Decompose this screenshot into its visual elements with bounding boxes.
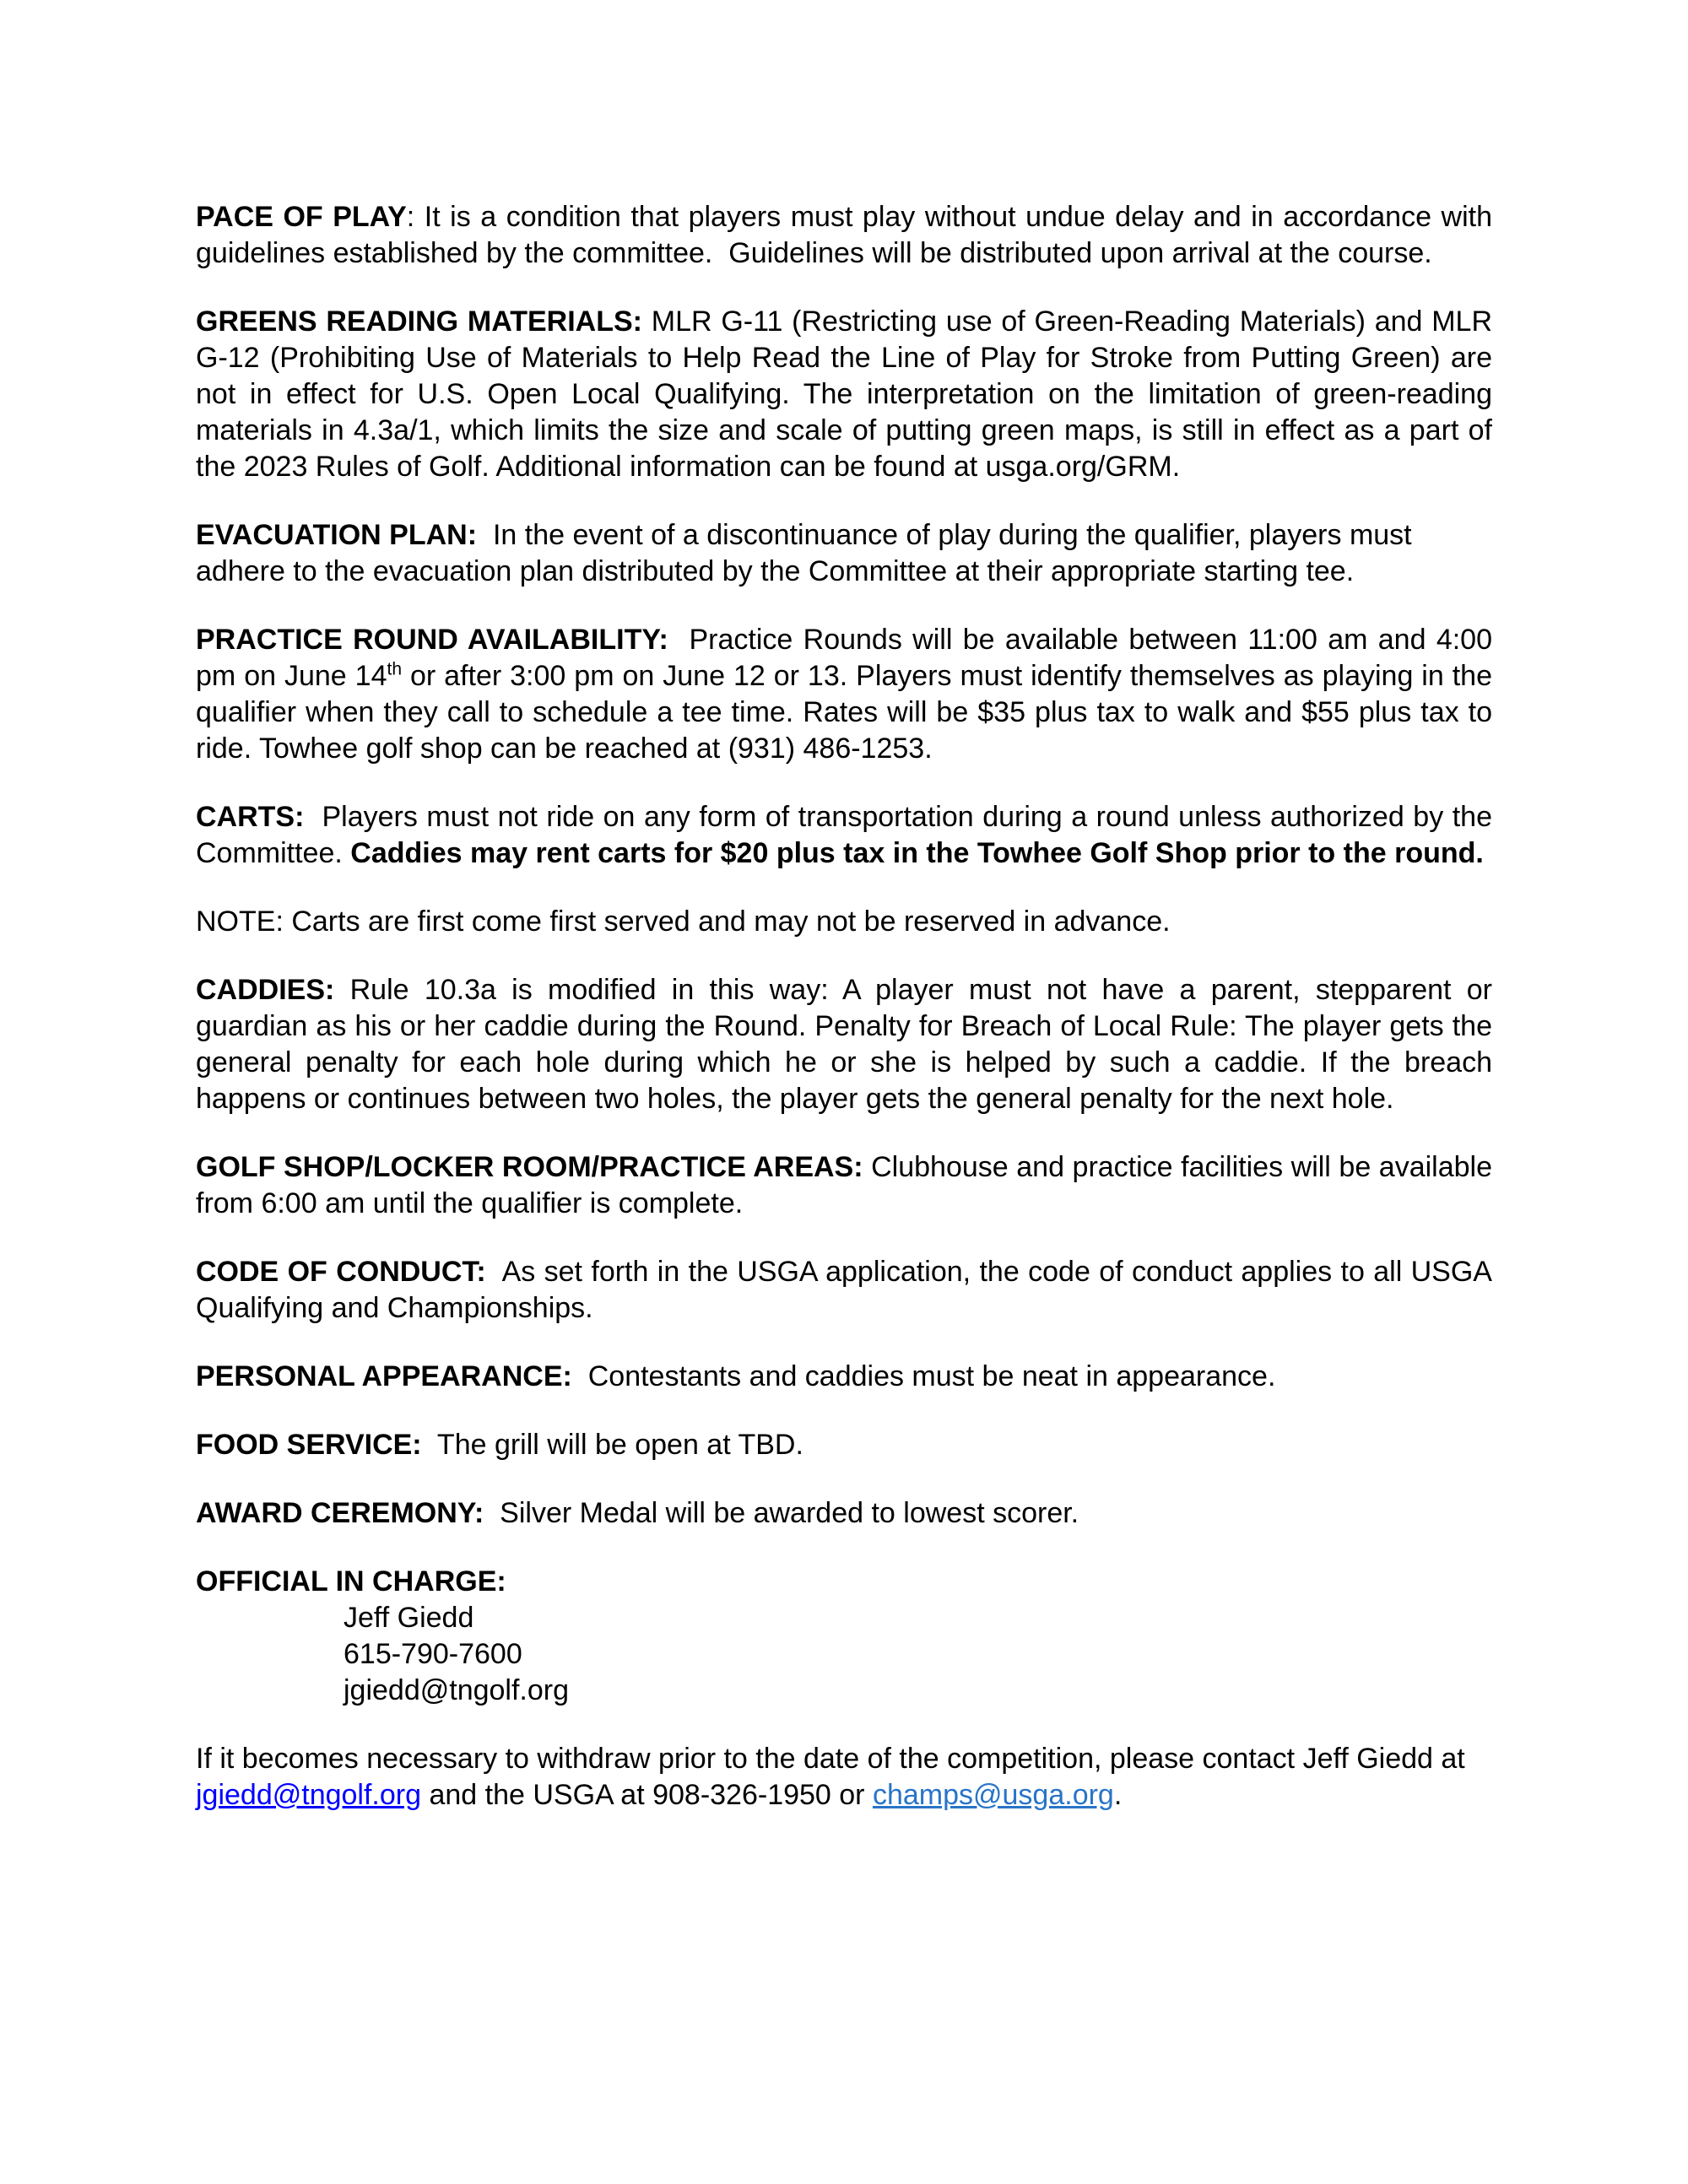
usga-email-link[interactable]: champs@usga.org — [872, 1779, 1114, 1811]
paragraph-note-carts — [196, 904, 1492, 940]
paragraph-greens-reading-materials — [196, 304, 1501, 485]
bold-run: PRACTICE ROUND AVAILABILITY: — [196, 624, 668, 656]
text-run: As set forth in the USGA application, the code of conduct applies to all USGA Qualifying and Championships. — [196, 1256, 1501, 1324]
text-run: or after 3:00 pm on June 12 or 13. Players must identify themselves as playing in the qualifier when they call to schedule a tee time. Rates will be $35 plus tax to walk and $55 plus tax to ride. Towhee golf shop can be reached at (931) 486-1253. — [196, 660, 1501, 765]
text-run: The grill will be open at TBD. — [421, 1429, 803, 1461]
text-run: Rule 10.3a is modified in this way: A player must not have a parent, stepparent or guardian as his or her caddie during the Round. Penalty for Breach of Local Rule: The player gets the general penalty for each hole during which he or she is helped by such a caddie. If the breach happens or continues between two holes, the player gets the general penalty for the next hole. — [196, 974, 1501, 1115]
bold-run: CODE OF CONDUCT: — [196, 1256, 486, 1288]
bold-run: EVACUATION PLAN: — [196, 519, 478, 551]
paragraph-code-of-conduct — [196, 1254, 1501, 1327]
text-run: Practice Rounds will be available between 11:00 am and 4:00 pm on June 14 — [196, 624, 1501, 692]
paragraph-pace-of-play — [196, 199, 1501, 272]
text-run: If it becomes necessary to withdraw prior to the date of the competition, please contact Jeff Giedd at — [196, 1743, 1474, 1775]
text-run: In the event of a discontinuance of play during the qualifier, players must adhere to the evacuation plan distributed by the Committee at their appropriate starting tee. — [196, 519, 1420, 587]
superscript-run: th — [387, 659, 402, 679]
text-run: NOTE: Carts are first come first served and may not be reserved in advance. — [196, 905, 1171, 938]
paragraph-award-ceremony — [196, 1495, 1492, 1532]
paragraph-food-service — [196, 1427, 1492, 1463]
bold-run: CADDIES: — [196, 974, 335, 1006]
paragraph-evacuation-plan — [196, 517, 1492, 590]
paragraph-golf-shop-locker-room-practice-areas — [196, 1149, 1501, 1222]
paragraph-practice-round-availability — [196, 622, 1501, 767]
bold-run: Caddies may rent carts for $20 plus tax in the Towhee Golf Shop prior to the round. — [350, 837, 1484, 869]
bold-run: GOLF SHOP/LOCKER ROOM/PRACTICE AREAS: — [196, 1151, 863, 1183]
text-run: and the USGA at 908-326-1950 or — [421, 1779, 873, 1811]
text-run: MLR G-11 (Restricting use of Green-Reading Materials) and MLR G-12 (Prohibiting Use of Materials to Help Read the Line of Play for Stroke from Putting Green) are not in effect for U.S. Open Local Qualifying. The interpretation on the limitation of green-reading materials in 4.3a/1, which limits the size and scale of putting green maps, is still in effect as a part of the 2023 Rules of Golf. Additional information can be found at usga.org/GRM. — [196, 305, 1501, 483]
official-name: Jeff Giedd — [344, 1602, 474, 1634]
paragraph-carts — [196, 799, 1501, 872]
text-run: Contestants and caddies must be neat in appearance. — [571, 1360, 1276, 1392]
paragraph-caddies — [196, 972, 1501, 1117]
official-phone: 615-790-7600 — [344, 1638, 522, 1670]
document-body — [196, 199, 1501, 1532]
text-run: : It is a condition that players must play without undue delay and in accordance with guidelines established by the committee. Guidelines will be distributed upon arrival at the course. — [196, 201, 1501, 269]
bold-run: GREENS READING MATERIALS: — [196, 305, 643, 338]
text-run: Silver Medal will be awarded to lowest scorer. — [484, 1497, 1079, 1529]
official-in-charge-block — [196, 1564, 1492, 1709]
bold-run: FOOD SERVICE: — [196, 1429, 422, 1461]
paragraph-personal-appearance — [196, 1359, 1492, 1395]
withdraw-notice — [196, 1741, 1492, 1814]
bold-run: CARTS: — [196, 801, 305, 833]
tngolf-email-link[interactable]: jgiedd@tngolf.org — [196, 1779, 422, 1811]
official-in-charge-heading: OFFICIAL IN CHARGE: — [196, 1565, 506, 1597]
official-email: jgiedd@tngolf.org — [344, 1674, 570, 1706]
bold-run: PERSONAL APPEARANCE: — [196, 1360, 572, 1392]
text-run: . — [1113, 1779, 1123, 1811]
text-run: Players must not ride on any form of transportation during a round unless authorized by the Committee. — [196, 801, 1501, 869]
bold-run: PACE OF PLAY — [196, 201, 407, 233]
text-run: Clubhouse and practice facilities will be available from 6:00 am until the qualifier is complete. — [196, 1151, 1501, 1219]
bold-run: AWARD CEREMONY: — [196, 1497, 484, 1529]
